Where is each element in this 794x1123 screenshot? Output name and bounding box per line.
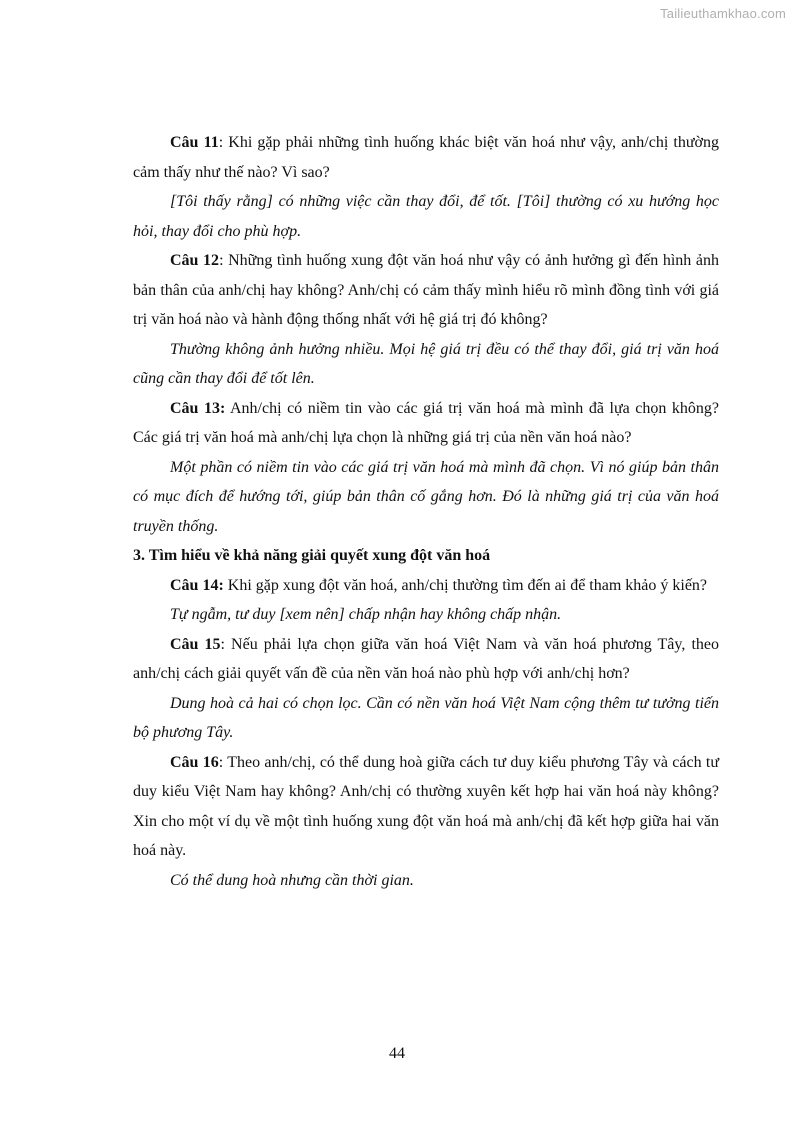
question-text: Anh/chị có niềm tin vào các giá trị văn hoá mà mình đã lựa chọn không? Các giá trị văn hoá mà anh/chị lựa chọn là những giá trị của nền văn hoá nào? (133, 399, 720, 446)
question-text: : Khi gặp phải những tình huống khác biệt văn hoá như vậy, anh/chị thường cảm thấy như thế nào? Vì sao? (133, 134, 719, 181)
question-label: Câu 14: (170, 576, 224, 594)
document-body (133, 128, 719, 895)
question-13 (133, 394, 719, 453)
question-label: Câu 16 (170, 753, 219, 771)
question-text: : Nếu phải lựa chọn giữa văn hoá Việt Nam và văn hoá phương Tây, theo anh/chị cách giải quyết vấn đề của nền văn hoá nào phù hợp với anh/chị hơn? (133, 635, 719, 682)
question-12 (133, 246, 719, 335)
question-label: Câu 12 (170, 252, 220, 269)
question-text: : Theo anh/chị, có thể dung hoà giữa cách tư duy kiểu phương Tây và cách tư duy kiểu Việt Nam hay không? Anh/chị có thường xuyên kết hợp hai văn hoá này không? Xin cho một ví dụ về một tình huống xung đột văn hoá mà anh/chị đã kết hợp giữa hai văn hoá này. (133, 753, 719, 859)
section-heading: 3. Tìm hiểu về khả năng giải quyết xung đột văn hoá (133, 547, 491, 564)
question-11 (133, 128, 719, 187)
answer-11: [Tôi thấy rằng] có những việc cần thay đổi, để tốt. [Tôi] thường có xu hướng học hỏi, thay đổi cho phù hợp. (133, 193, 719, 240)
answer-13: Một phần có niềm tin vào các giá trị văn hoá mà mình đã chọn. Vì nó giúp bản thân có mục đích để hướng tới, giúp bản thân cố gắng hơn. Đó là những giá trị của văn hoá truyền thống. (133, 458, 719, 535)
answer-16: Có thể dung hoà nhưng cần thời gian. (170, 871, 414, 889)
question-text: : Những tình huống xung đột văn hoá như vậy có ảnh hưởng gì đến hình ảnh bản thân của anh/chị hay không? Anh/chị có cảm thấy mình hiểu rõ mình đồng tình với giá trị văn hoá nào và hành động thống nhất với hệ giá trị đó không? (133, 252, 720, 328)
question-label: Câu 11 (170, 134, 219, 151)
answer-14: Tự ngẫm, tư duy [xem nên] chấp nhận hay không chấp nhận. (170, 606, 562, 623)
question-14 (133, 571, 719, 601)
question-text: Khi gặp xung đột văn hoá, anh/chị thường tìm đến ai để tham khảo ý kiến? (223, 576, 708, 594)
answer-15: Dung hoà cả hai có chọn lọc. Cần có nền văn hoá Việt Nam cộng thêm tư tưởng tiến bộ phương Tây. (133, 694, 719, 741)
answer-12: Thường không ảnh hưởng nhiều. Mọi hệ giá trị đều có thể thay đổi, giá trị văn hoá cũng cần thay đổi để tốt lên. (133, 340, 719, 387)
question-label: Câu 15 (170, 635, 221, 653)
question-15 (133, 630, 719, 689)
question-16 (133, 748, 719, 866)
question-label: Câu 13: (170, 399, 226, 417)
page-number: 44 (389, 1045, 405, 1062)
watermark-text: Tailieuthamkhao.com (660, 6, 786, 21)
